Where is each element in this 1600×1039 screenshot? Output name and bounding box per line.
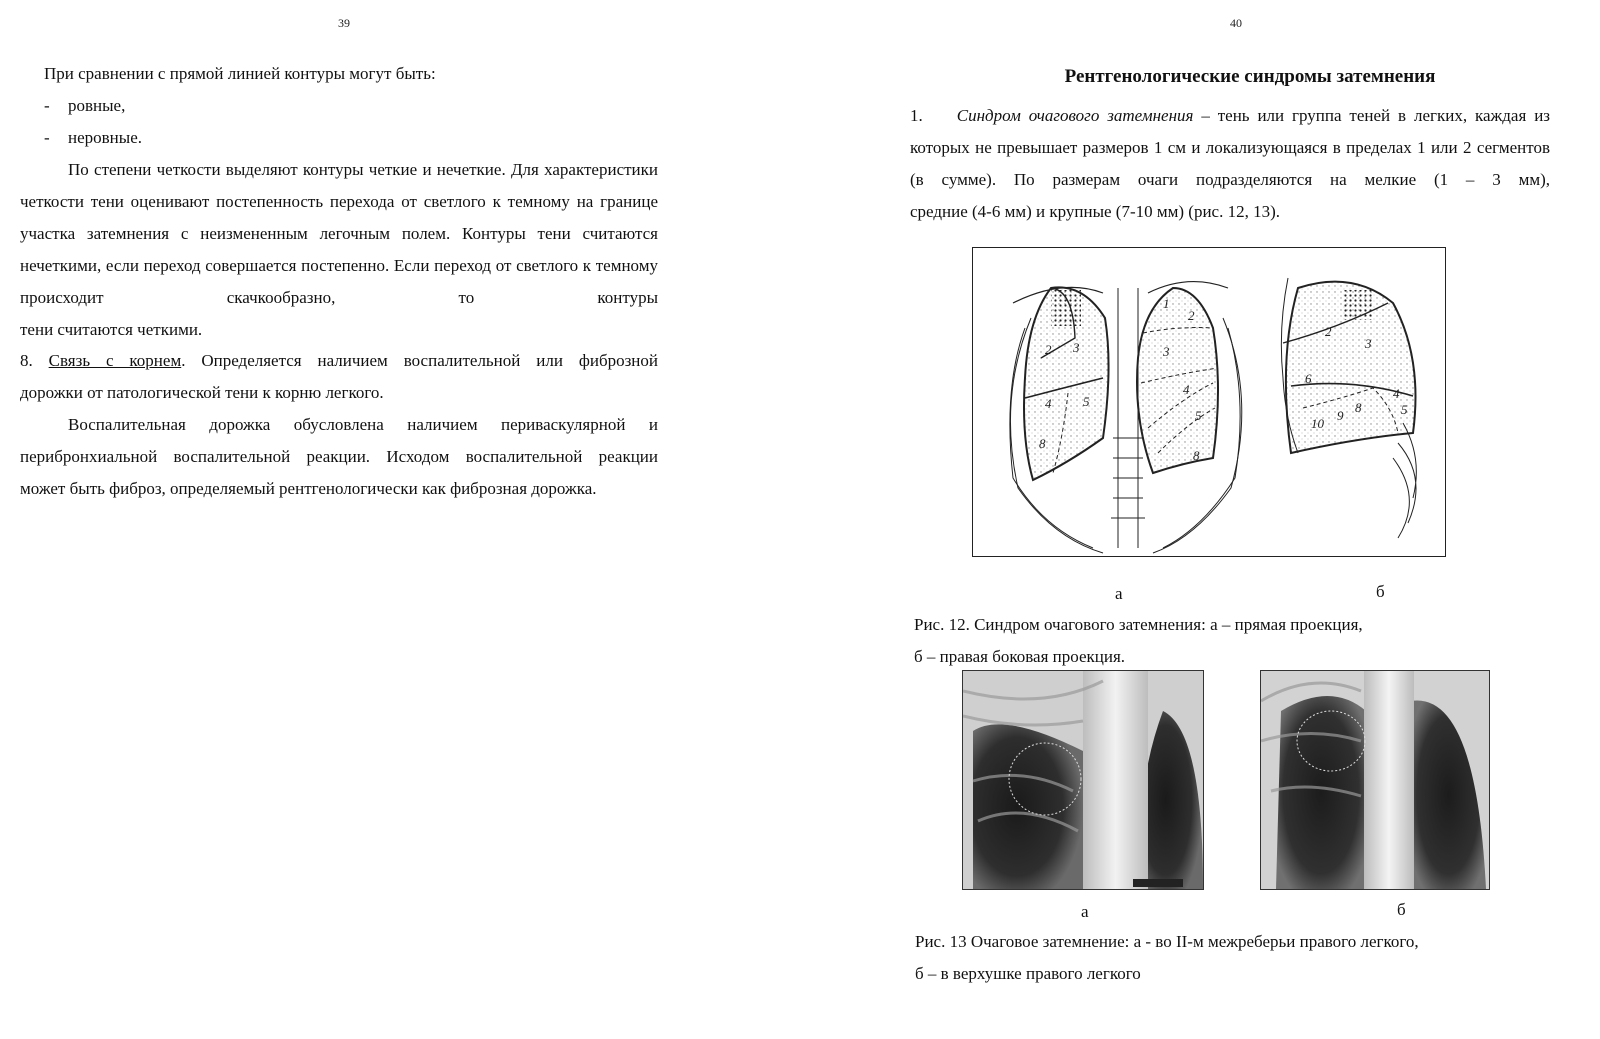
bullet-dash: - bbox=[44, 128, 50, 147]
segment-label: 3 bbox=[1073, 340, 1080, 355]
figure-13-label-b: б bbox=[1397, 900, 1406, 919]
segment-label: 4 bbox=[1393, 386, 1400, 401]
page-number-right: 40 bbox=[1230, 16, 1242, 30]
segment-label: 3 bbox=[1365, 336, 1372, 351]
segment-label: 4 bbox=[1183, 382, 1190, 397]
segment-label: 5 bbox=[1401, 402, 1408, 417]
segment-label: 2 bbox=[1188, 308, 1195, 323]
figure-12-label-a: а bbox=[1115, 584, 1123, 603]
xray-image-b bbox=[1260, 670, 1490, 890]
figure-12-lung-segments bbox=[972, 247, 1446, 557]
bullet-text: неровные. bbox=[68, 128, 142, 147]
bullet-item-2 bbox=[44, 122, 142, 154]
segment-label: 8 bbox=[1355, 400, 1362, 415]
page-number-left: 39 bbox=[338, 16, 350, 30]
paragraph-body: 1. Синдром очагового затемнения – тень или группа теней в легких, каждая из которых не превышает размеров 1 см и локализующаяся в пределах 1 или 2 сегментов (в сумме). По размерам очаги подразделяются на мелкие (1 – 3 мм), bbox=[910, 106, 1551, 189]
segment-label: 8 bbox=[1193, 448, 1200, 463]
caption-line: б – в верхушке правого легкого bbox=[915, 964, 1141, 983]
front-view-diagram bbox=[1010, 282, 1242, 553]
paragraph-last-line: дорожки от патологической тени к корню легкого. bbox=[20, 383, 384, 402]
paragraph-last-line: тени считаются четкими. bbox=[20, 320, 203, 339]
lung-diagram bbox=[973, 248, 1445, 556]
caption-line: б – правая боковая проекция. bbox=[914, 647, 1126, 666]
root-connection-paragraph bbox=[20, 345, 658, 409]
figure-12-caption bbox=[914, 609, 1534, 673]
contours-paragraph bbox=[20, 154, 658, 346]
paragraph-body: По степени четкости выделяют контуры четкие и нечеткие. Для характеристики четкости тени оценивают постепенность перехода от светлого к темному на границе участка затемнения с неизмененным легочным полем. Контуры тени считаются нечеткими, если переход совершается постепенно. Если переход от светлого к темному происходит скачкообразно, то контуры bbox=[20, 160, 658, 307]
paragraph-last-line: средние (4-6 мм) и крупные (7-10 мм) (рис. 12, 13). bbox=[910, 202, 1281, 221]
figure-13-caption bbox=[915, 926, 1555, 990]
lateral-view-diagram bbox=[1281, 278, 1416, 538]
caption-line: Рис. 13 Очаговое затемнение: а - во II-м межреберьи правого легкого, bbox=[915, 932, 1419, 951]
segment-label: 2 bbox=[1325, 324, 1332, 339]
right-page bbox=[900, 0, 1600, 1039]
segment-label: 2 bbox=[1045, 342, 1052, 357]
bullet-item-1 bbox=[44, 90, 125, 122]
segment-label: 3 bbox=[1163, 344, 1170, 359]
segment-label: 8 bbox=[1039, 436, 1046, 451]
segment-label: 6 bbox=[1305, 371, 1312, 386]
caption-line: Рис. 12. Синдром очагового затемнения: а – прямая проекция, bbox=[914, 615, 1363, 634]
paragraph-last-line: может быть фиброз, определяемый рентгенологически как фиброзная дорожка. bbox=[20, 479, 597, 498]
segment-label: 9 bbox=[1337, 408, 1344, 423]
bullet-text: ровные, bbox=[68, 96, 126, 115]
xray-image-a bbox=[962, 670, 1204, 890]
figure-12-label-b: б bbox=[1376, 582, 1385, 601]
segment-label: 5 bbox=[1195, 408, 1202, 423]
segment-label: 10 bbox=[1311, 416, 1324, 431]
segment-label: 5 bbox=[1083, 394, 1090, 409]
syndrome-term: Синдром очагового затемнения bbox=[956, 106, 1194, 125]
inflammatory-path-paragraph bbox=[20, 409, 658, 505]
left-page bbox=[0, 0, 700, 1039]
root-term: Связь с корнем bbox=[48, 351, 182, 370]
figure-13-label-a: а bbox=[1081, 902, 1089, 921]
intro-text: При сравнении с прямой линией контуры могут быть: bbox=[44, 64, 436, 83]
paragraph-body: 8. Связь с корнем. Определяется наличием воспалительной или фиброзной bbox=[20, 351, 659, 370]
section-title: Рентгенологические синдромы затемнения bbox=[1064, 66, 1436, 87]
focal-syndrome-paragraph bbox=[910, 100, 1550, 228]
segment-label: 4 bbox=[1045, 396, 1052, 411]
bullet-dash: - bbox=[44, 96, 50, 115]
paragraph-body: Воспалительная дорожка обусловлена наличием периваскулярной и перибронхиальной воспалительной реакции. Исходом воспалительной реакции bbox=[20, 415, 658, 466]
segment-label: 1 bbox=[1163, 296, 1170, 311]
